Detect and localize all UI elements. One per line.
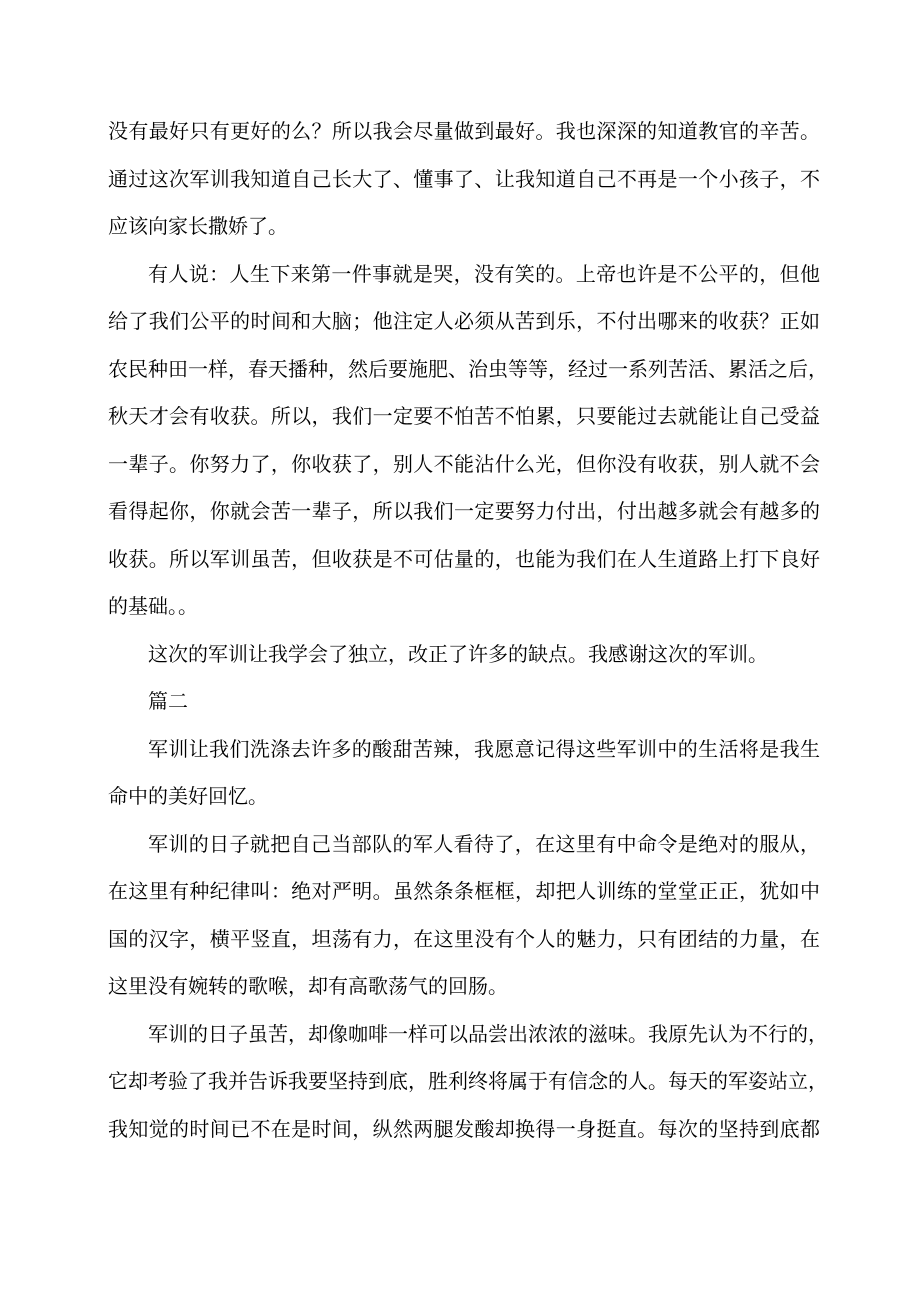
text-line: 这里没有婉转的歌喉，却有高歌荡气的回肠。	[108, 974, 508, 998]
text-line: 一辈子。你努力了，你收获了，别人不能沾什么光，但你没有收获，别人就不会	[108, 451, 820, 476]
paragraph-first-line: 有人说：人生下来第一件事就是哭，没有笑的。上帝也许是不公平的，但他	[148, 261, 820, 286]
paragraph-first-line: 军训让我们洗涤去许多的酸甜苦辣，我愿意记得这些军训中的生活将是我生	[148, 736, 820, 761]
paragraph-first-line: 这次的军训让我学会了独立，改正了许多的缺点。我感谢这次的军训。	[148, 641, 768, 666]
text-line: 在这里有种纪律叫：绝对严明。虽然条条框框，却把人训练的堂堂正正，犹如中	[108, 879, 820, 903]
text-line: 秋天才会有收获。所以，我们一定要不怕苦不怕累，只要能过去就能让自己受益	[108, 404, 820, 428]
text-line: 应该向家长撒娇了。	[108, 214, 288, 238]
section-heading: 篇二	[148, 689, 188, 713]
text-line: 命中的美好回忆。	[108, 784, 268, 808]
text-line: 通过这次军训我知道自己长大了、懂事了、让我知道自己不再是一个小孩子，不	[108, 166, 820, 191]
text-line: 农民种田一样，春天播种，然后要施肥、治虫等等，经过一系列苦活、累活之后，	[108, 356, 828, 381]
paragraph-first-line: 军训的日子就把自己当部队的军人看待了，在这里有中命令是绝对的服从，	[148, 831, 820, 856]
paragraph-first-line: 军训的日子虽苦，却像咖啡一样可以品尝出浓浓的滋味。我原先认为不行的，	[148, 1021, 828, 1046]
document-body	[108, 108, 828, 1153]
text-line: 收获。所以军训虽苦，但收获是不可估量的，也能为我们在人生道路上打下良好	[108, 546, 820, 571]
text-line: 国的汉字，横平竖直，坦荡有力，在这里没有个人的魅力，只有团结的力量，在	[108, 926, 820, 951]
text-line: 的基础。。	[108, 594, 198, 618]
text-line: 没有最好只有更好的么？所以我会尽量做到最好。我也深深的知道教官的辛苦。	[108, 119, 820, 143]
text-line: 我知觉的时间已不在是时间，纵然两腿发酸却换得一身挺直。每次的坚持到底都	[108, 1116, 820, 1141]
text-line: 看得起你，你就会苦一辈子，所以我们一定要努力付出，付出越多就会有越多的	[108, 499, 820, 523]
text-line: 给了我们公平的时间和大脑；他注定人必须从苦到乐，不付出哪来的收获？正如	[108, 309, 820, 333]
text-line: 它却考验了我并告诉我要坚持到底，胜利终将属于有信念的人。每天的军姿站立，	[108, 1069, 828, 1093]
